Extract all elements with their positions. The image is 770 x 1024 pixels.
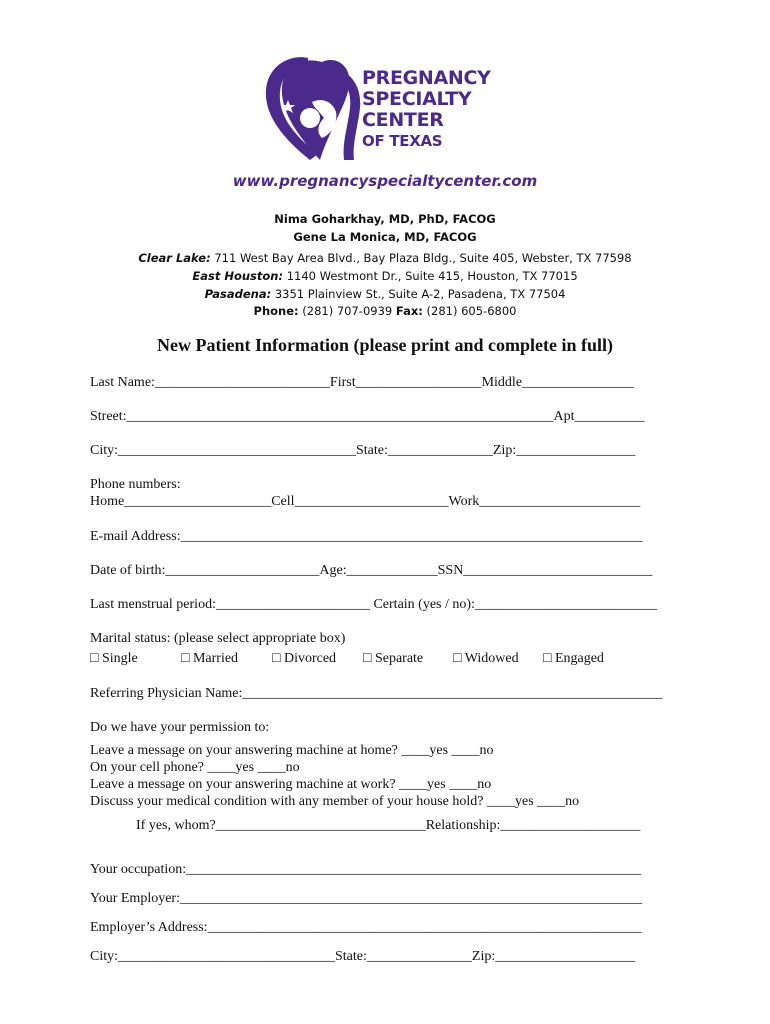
marital-option-single[interactable]: □ Single [90, 651, 138, 666]
employer-field[interactable]: Your Employer:__________________________________________________________________ [90, 891, 642, 906]
doctor-1: Nima Goharkhay, MD, PhD, FACOG [274, 212, 496, 226]
marital-heading: Marital status: (please select appropriate box) [90, 631, 346, 646]
logo-line-2: SPECIALTY [362, 88, 472, 110]
website-url: www.pregnancyspecialtycenter.com [232, 172, 538, 190]
dob-field[interactable]: Date of birth:______________________Age:_____________SSN___________________________ [90, 563, 653, 578]
phone-fax: Phone: (281) 707-0939 Fax: (281) 605-6800 [253, 304, 517, 318]
permission-work-machine[interactable]: Leave a message on your answering machine at work? ____yes ____no [90, 777, 492, 792]
city-state-zip-field[interactable]: City:__________________________________State:_______________Zip:_________________ [90, 443, 636, 458]
marital-option-divorced[interactable]: □ Divorced [272, 651, 337, 666]
logo-line-4: OF TEXAS [362, 132, 443, 150]
occupation-field[interactable]: Your occupation:_________________________________________________________________ [90, 862, 642, 877]
permission-household[interactable]: Discuss your medical condition with any member of your house hold? ____yes ____no [90, 794, 580, 809]
location-clear-lake: Clear Lake: 711 West Bay Area Blvd., Bay Plaza Bldg., Suite 405, Webster, TX 77598 [138, 251, 632, 265]
street-field[interactable]: Street:_____________________________________________________________Apt__________ [90, 409, 645, 424]
phone-numbers-field[interactable]: Home_____________________Cell______________________Work_______________________ [90, 494, 641, 509]
permission-heading: Do we have your permission to: [90, 720, 270, 735]
location-pasadena: Pasadena: 3351 Plainview St., Suite A-2, Pasadena, TX 77504 [204, 287, 566, 301]
form-title: New Patient Information (please print and complete in full) [157, 335, 613, 355]
name-field[interactable]: Last Name:_________________________First__________________Middle________________ [90, 375, 635, 390]
logo-wordmark [362, 68, 491, 152]
email-field[interactable]: E-mail Address:__________________________________________________________________ [90, 529, 643, 544]
marital-option-married[interactable]: □ Married [181, 651, 239, 666]
permission-home-machine[interactable]: Leave a message on your answering machine at home? ____yes ____no [90, 743, 494, 758]
if-yes-whom-field[interactable]: If yes, whom?______________________________Relationship:____________________ [136, 818, 641, 833]
permission-cell-phone[interactable]: On your cell phone? ____yes ____no [90, 760, 300, 775]
lmp-field[interactable]: Last menstrual period:______________________ Certain (yes / no):__________________________ [90, 597, 657, 612]
logo-line-1: PREGNANCY [362, 67, 491, 89]
phone-numbers-heading: Phone numbers: [90, 477, 181, 492]
referring-physician-field[interactable]: Referring Physician Name:____________________________________________________________ [90, 686, 663, 701]
logo-line-3: CENTER [362, 109, 444, 131]
location-east-houston: East Houston: 1140 Westmont Dr., Suite 415, Houston, TX 77015 [192, 269, 578, 283]
marital-option-engaged[interactable]: □ Engaged [543, 651, 604, 666]
doctor-2: Gene La Monica, MD, FACOG [293, 230, 477, 244]
marital-option-separate[interactable]: □ Separate [363, 651, 424, 666]
marital-option-widowed[interactable]: □ Widowed [453, 651, 519, 666]
employer-address-field[interactable]: Employer’s Address:______________________________________________________________ [90, 920, 642, 935]
employer-city-state-zip-field[interactable]: City:_______________________________State:_______________Zip:____________________ [90, 949, 636, 964]
